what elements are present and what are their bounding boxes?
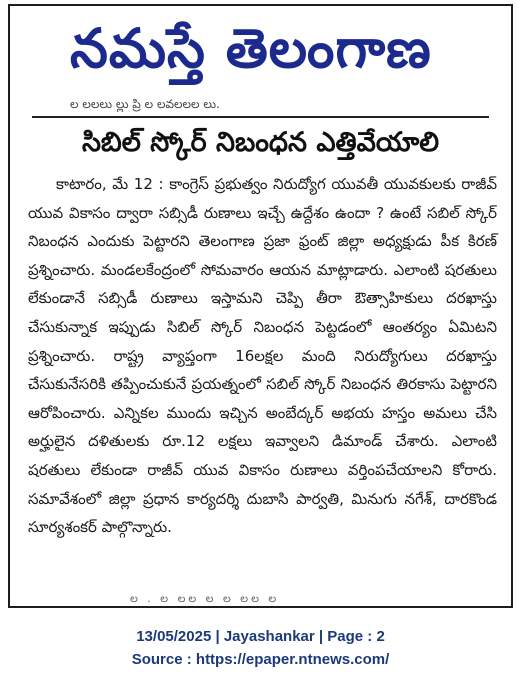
edition-caption: 13/05/2025 | Jayashankar | Page : 2 bbox=[136, 628, 385, 645]
article-body: కాటారం, మే 12 : కాంగ్రెస్ ప్రభుత్వం నిరుద్యోగ యువతీ యువకులకు రాజీవ్ యువ వికాసం ద్వారా సబ్సిడీ రుణాలు ఇచ్చే ఉద్దేశం ఉందా ? ఉంటే సబిల్ స్కోర్ నిబంధన ఎందుకు పెట్టారని తెలంగాణ ప్రజా ఫ్రంట్ జిల్లా అధ్యక్షుడు పీక కిరణ్ ప్రశ్నించారు. మండలకేంద్రంలో సోమవారం ఆయన మాట్లాడారు. ఎలాంటి షరతులు లేకుండానే సబ్సిడీ రుణాలు ఇస్తామని చెప్పి తీరా ఔత్సాహికులు దరఖాస్తు చేసుకున్నాక ఇప్పుడు సిబిల్ స్కోర్ నిబంధన పెట్టడంలో ఆంతర్యం ఏమిటని ప్రశ్నించారు. రాష్ట్ర వ్యాప్తంగా 16లక్షల మంది నిరుద్యోగులు దరఖాస్తు చేసుకునేసరికి తప్పించుకునే ప్రయత్నంలో సబిల్ స్కోర్ నిబంధన తిరకాసు పెట్టారని ఆరోపించారు. ఎన్నికల ముందు ఇచ్చిన అంబేద్కర్ అభయ హస్తం అమలు చేసి అర్హులైన దళితులకు రూ.12 లక్షలు ఇవ్వాలని డిమాండ్ చేశారు. ఎలాంటి షరతులు లేకుండా రాజీవ్ యువ వికాసం రుణాలు వర్తింపచేయాలని కోరారు. సమావేశంలో జిల్లా ప్రధాన కార్యదర్శి దుబాసి పార్వతి, మినుగు నగేశ్, దారకొండ సూర్యశంకర్ పాల్గొన్నారు. bbox=[28, 175, 497, 537]
cut-next-article-line: ల . ల లల ల ల లల ల bbox=[130, 594, 280, 604]
news-clipping bbox=[8, 4, 513, 608]
newspaper-masthead: నమస్తే తెలంగాణ bbox=[70, 17, 432, 80]
source-caption: Source : https://epaper.ntnews.com/ bbox=[131, 651, 390, 668]
cut-previous-article-line: ల లలలు ల్లు ప్రి ల లవలలల లు. bbox=[70, 97, 220, 111]
article-headline: సిబిల్ స్కోర్ నిబంధన ఎత్తివేయాలి bbox=[81, 127, 440, 158]
divider bbox=[32, 116, 489, 118]
